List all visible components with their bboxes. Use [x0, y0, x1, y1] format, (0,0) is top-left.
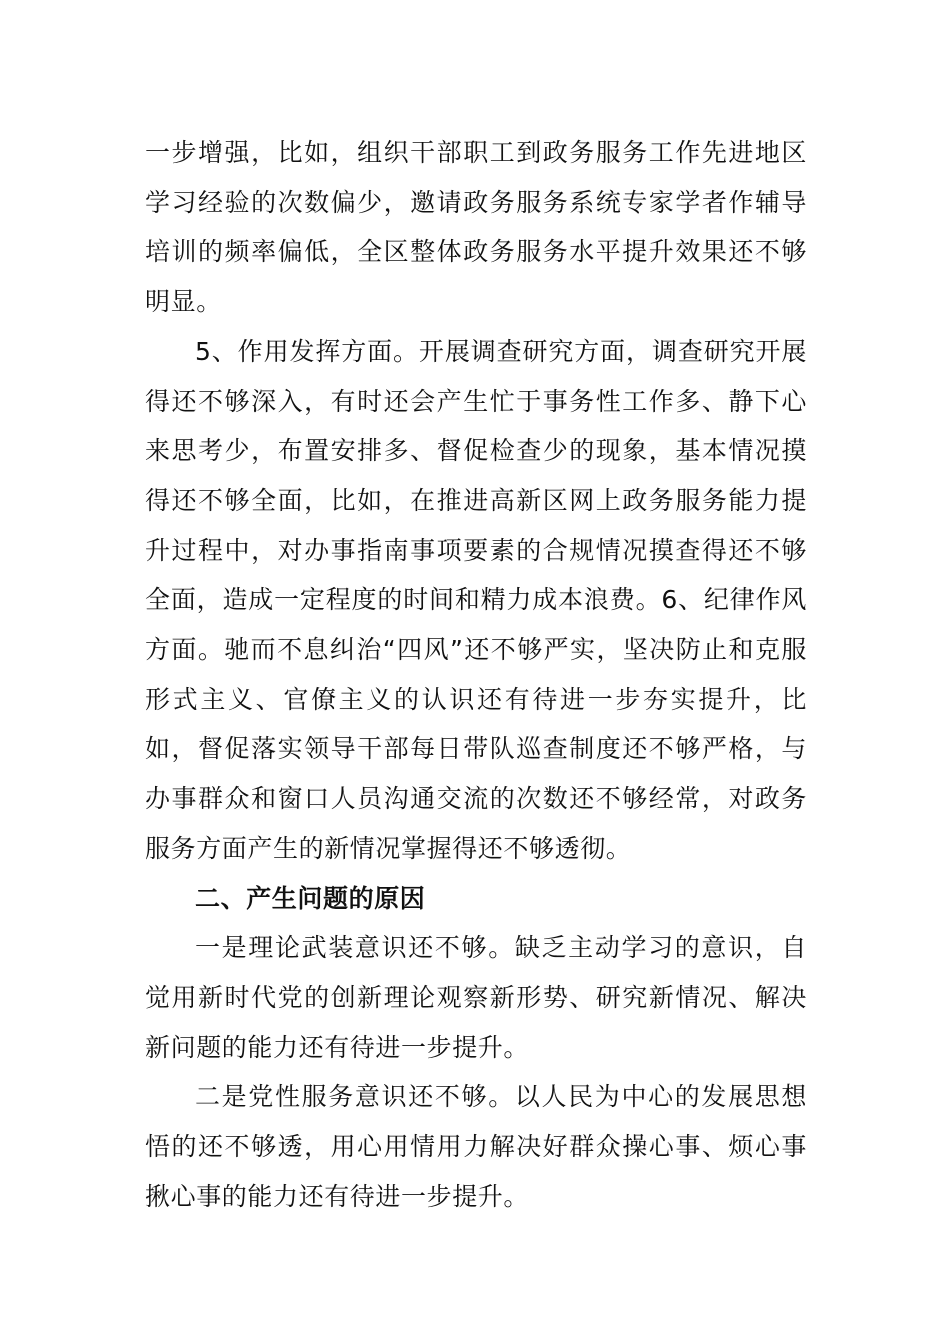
paragraph-continuation: 一步增强，比如，组织干部职工到政务服务工作先进地区学习经验的次数偏少，邀请政务服务系统专家学者作辅导培训的频率偏低，全区整体政务服务水平提升效果还不够明显。 [145, 138, 807, 317]
paragraph-service-awareness: 二是党性服务意识还不够。以人民为中心的发展思想悟的还不够透，用心用情用力解决好群众操心事、烦心事揪心事的能力还有待进一步提升。 [145, 1082, 807, 1211]
document-body [145, 128, 807, 1221]
paragraph-theory-awareness: 一是理论武装意识还不够。缺乏主动学习的意识，自觉用新时代党的创新理论观察新形势、研究新情况、解决新问题的能力还有待进一步提升。 [145, 933, 807, 1062]
paragraph-role-and-discipline: 5、作用发挥方面。开展调查研究方面，调查研究开展得还不够深入，有时还会产生忙于事务性工作多、静下心来思考少，布置安排多、督促检查少的现象，基本情况摸得还不够全面，比如，在推进高新区网上政务服务能力提升过程中，对办事指南事项要素的合规情况摸查得还不够全面，造成一定程度的时间和精力成本浪费。6、纪律作风方面。驰而不息纠治“四风”还不够严实，坚决防止和克服形式主义、官僚主义的认识还有待进一步夯实提升，比如，督促落实领导干部每日带队巡查制度还不够严格，与办事群众和窗口人员沟通交流的次数还不够经常，对政务服务方面产生的新情况掌握得还不够透彻。 [145, 336, 807, 863]
section-heading-causes: 二、产生问题的原因 [195, 883, 426, 913]
